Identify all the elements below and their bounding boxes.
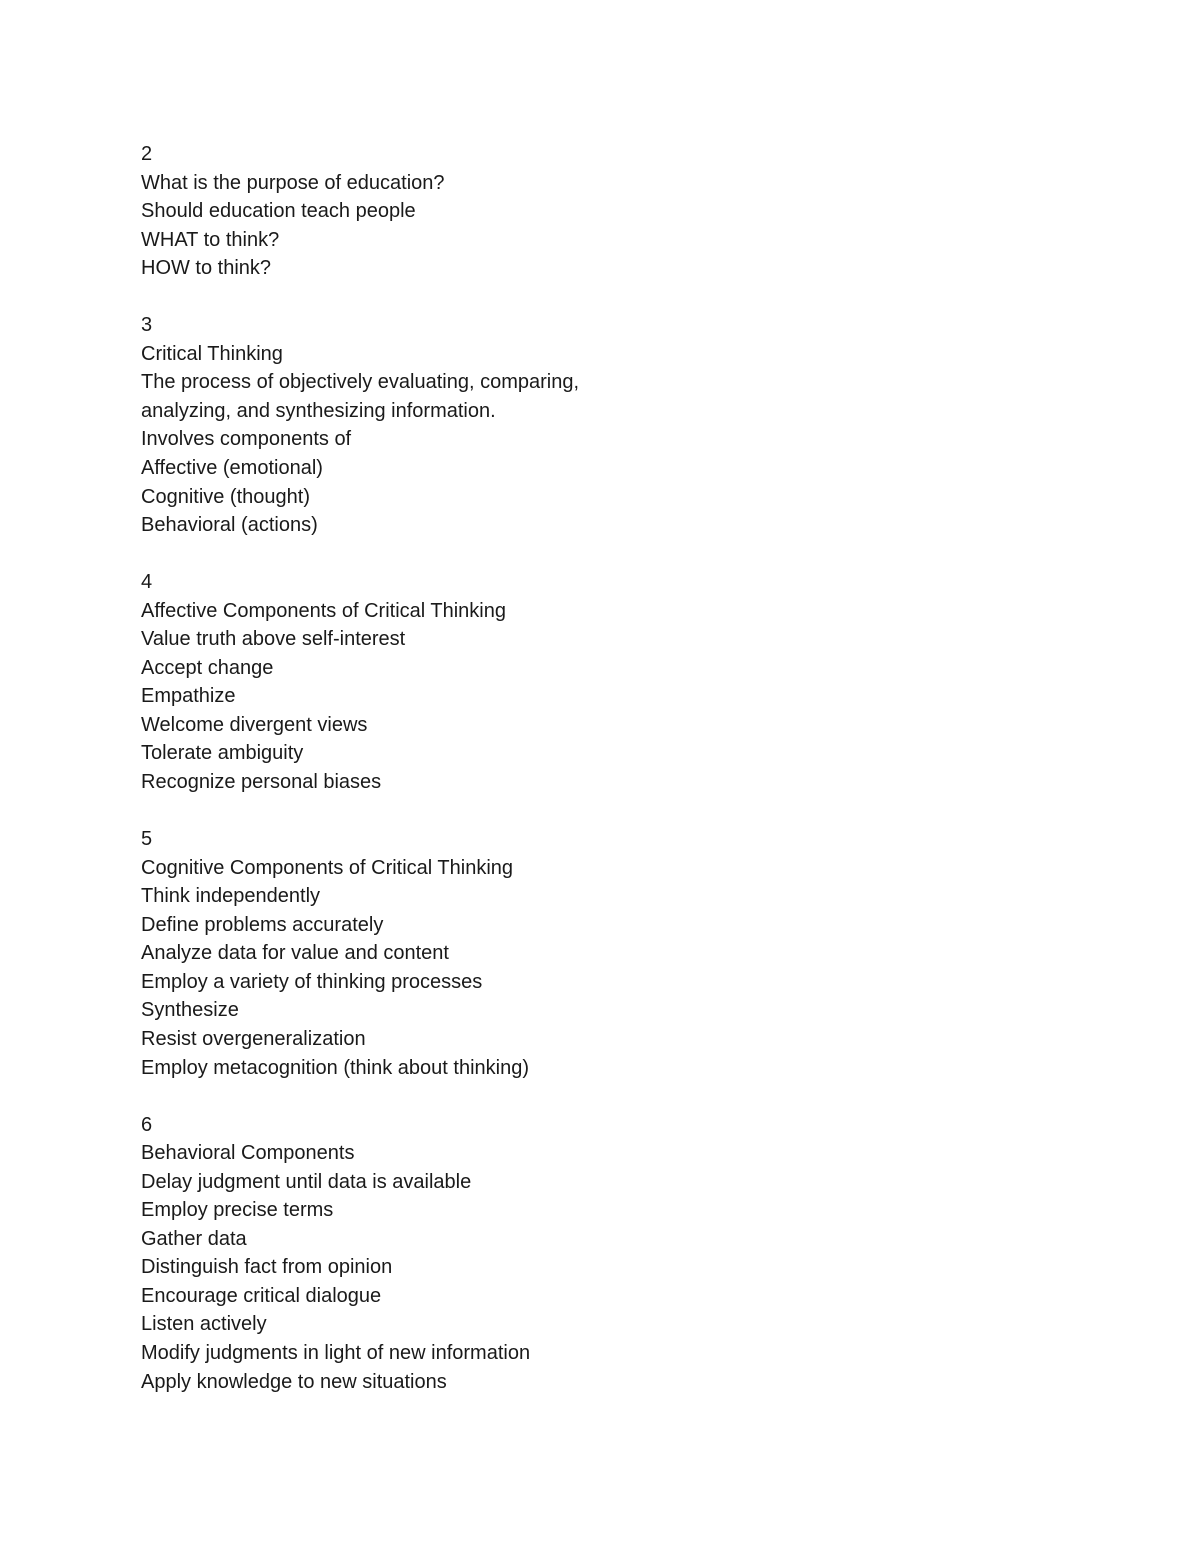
text-line: Gather data — [141, 1227, 247, 1250]
text-line: Synthesize — [141, 999, 239, 1022]
text-line: Distinguish fact from opinion — [141, 1256, 393, 1279]
text-line: Employ metacognition (think about thinking) — [141, 1056, 529, 1079]
text-line: analyzing, and synthesizing information. — [141, 399, 496, 422]
text-line: Encourage critical dialogue — [141, 1284, 382, 1307]
text-line: Think independently — [141, 885, 321, 908]
section-number: 3 — [141, 314, 153, 337]
section-title: Cognitive Components of Critical Thinking — [141, 856, 514, 879]
text-line: Should education teach people — [141, 200, 416, 223]
section-5 — [141, 825, 1141, 1082]
text-line: HOW to think? — [141, 257, 272, 280]
section-number: 5 — [141, 828, 153, 851]
text-line: Involves components of — [141, 428, 352, 451]
text-line: Welcome divergent views — [141, 713, 368, 736]
section-title: Affective Components of Critical Thinking — [141, 599, 506, 622]
text-line: Employ precise terms — [141, 1199, 334, 1222]
text-line: Behavioral (actions) — [141, 514, 318, 537]
text-line: Cognitive (thought) — [141, 485, 310, 508]
section-4 — [141, 568, 1141, 796]
section-title: Critical Thinking — [141, 342, 283, 365]
text-line: Affective (emotional) — [141, 457, 323, 480]
document-page — [141, 140, 1141, 1425]
section-number: 2 — [141, 143, 153, 165]
text-line: The process of objectively evaluating, comparing, — [141, 371, 580, 394]
text-line: Empathize — [141, 685, 236, 708]
text-line: Delay judgment until data is available — [141, 1170, 472, 1193]
text-line: Apply knowledge to new situations — [141, 1370, 447, 1393]
text-line: Employ a variety of thinking processes — [141, 970, 483, 993]
section-title: What is the purpose of education? — [141, 171, 445, 194]
section-2 — [141, 140, 1141, 283]
text-line: WHAT to think? — [141, 228, 280, 251]
text-line: Accept change — [141, 656, 274, 679]
section-number: 4 — [141, 571, 153, 594]
section-title: Behavioral Components — [141, 1142, 355, 1165]
text-line: Value truth above self-interest — [141, 628, 406, 651]
text-line: Analyze data for value and content — [141, 942, 449, 965]
text-line: Modify judgments in light of new information — [141, 1341, 531, 1364]
section-number: 6 — [141, 1113, 153, 1136]
text-line: Resist overgeneralization — [141, 1027, 366, 1050]
section-6 — [141, 1111, 1141, 1396]
text-line: Define problems accurately — [141, 913, 384, 936]
text-line: Tolerate ambiguity — [141, 742, 304, 765]
section-3 — [141, 311, 1141, 539]
text-line: Recognize personal biases — [141, 771, 382, 794]
text-line: Listen actively — [141, 1313, 267, 1336]
